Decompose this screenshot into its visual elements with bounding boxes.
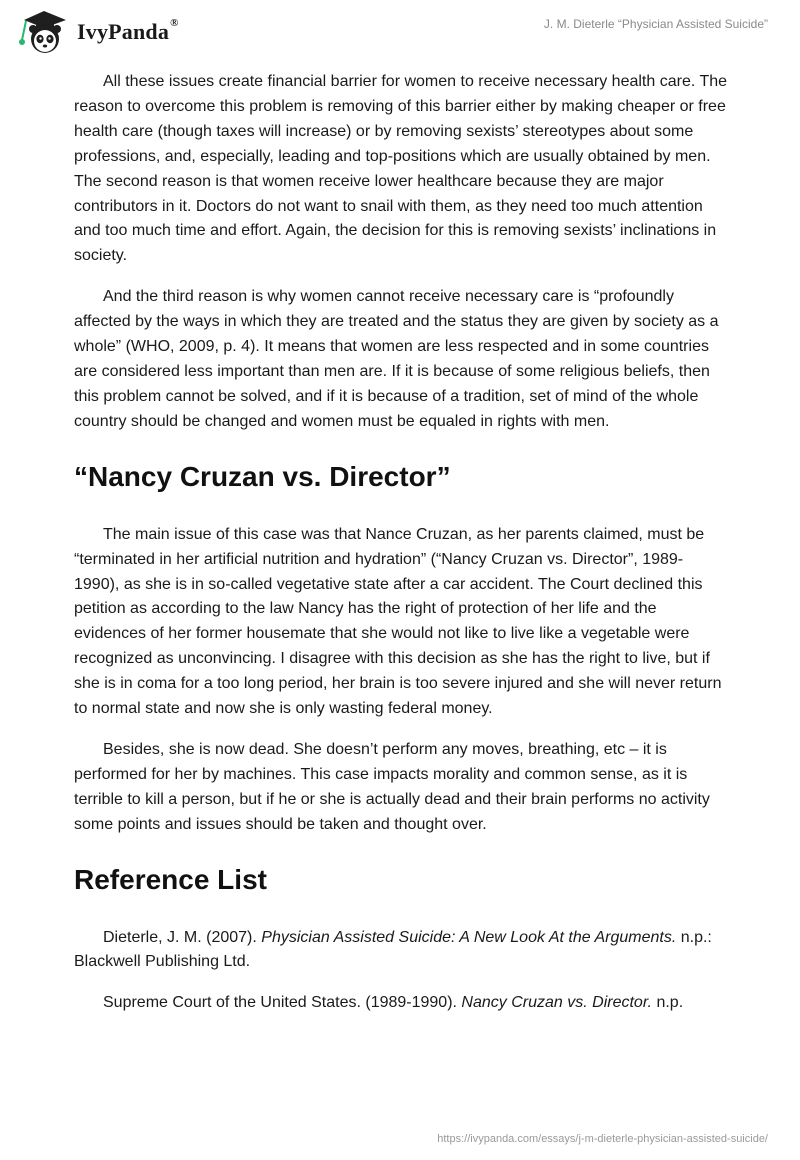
reference-item: Dieterle, J. M. (2007). Physician Assisted Suicide: A New Look At the Arguments. n.p.: Blackwell Publishing Ltd.	[74, 928, 712, 971]
section-heading-nancy-cruzan: “Nancy Cruzan vs. Director”	[74, 460, 451, 492]
essay-content	[74, 70, 728, 1032]
panda-logo-icon[interactable]	[14, 8, 74, 56]
page-header	[0, 0, 800, 66]
paragraph: All these issues create financial barrier for women to receive necessary health care. The reason to overcome this problem is removing of this barrier either by making cheaper or free health care (though taxes will increase) or by removing sexists’ stereotypes about some professions, and, especially, leading and top-positions which are usually obtained by men. The second reason is that women receive lower healthcare because they are major contributors in it. Doctors do not want to snail with them, as they need too much attention and too much time and effort. Again, the decision for this is removing sexists’ inclinations in society.	[74, 73, 728, 265]
section-heading-reference-list: Reference List	[74, 863, 267, 895]
reference-item: Supreme Court of the United States. (1989-1990). Nancy Cruzan vs. Director. n.p.	[103, 994, 684, 1012]
paragraph: The main issue of this case was that Nance Cruzan, as her parents claimed, must be “terminated in her artificial nutrition and hydration” (“Nancy Cruzan vs. Director”, 1989-1990), as she is in so-called vegetative state after a car accident. The Court declined this petition as according to the law Nancy has the right of protection of her life and the evidences of her former housemate that she would not like to live like a vegetable were recognized as unconvincing. I disagree with this decision as she has the right to live, but if she is in coma for a too long period, her brain is too severe injured and she will never return to normal state and now she is only wasting federal money.	[74, 525, 722, 718]
brand-name[interactable]: IvyPanda®	[77, 17, 179, 44]
source-url-link[interactable]: https://ivypanda.com/essays/j-m-dieterle-physician-assisted-suicide/	[437, 1133, 768, 1145]
paragraph: And the third reason is why women cannot receive necessary care is “profoundly affected by the ways in which they are treated and the status they are given by society as a whole” (WHO, 2009, p. 4). It means that women are less respected and in some countries are considered less important than men are. If it is because of some religious beliefs, then this problem cannot be solved, and if it is because of a tradition, set of mind of the whole country should be changed and women must be equaled in rights with men.	[74, 288, 719, 430]
document-title: J. M. Dieterle “Physician Assisted Suicide”	[543, 17, 768, 31]
paragraph: Besides, she is now dead. She doesn’t perform any moves, breathing, etc – it is performed for her by machines. This case impacts morality and common sense, as it is terrible to kill a person, but if he or she is actually dead and their brain performs no activity some points and issues should be taken and thought over.	[74, 740, 710, 833]
